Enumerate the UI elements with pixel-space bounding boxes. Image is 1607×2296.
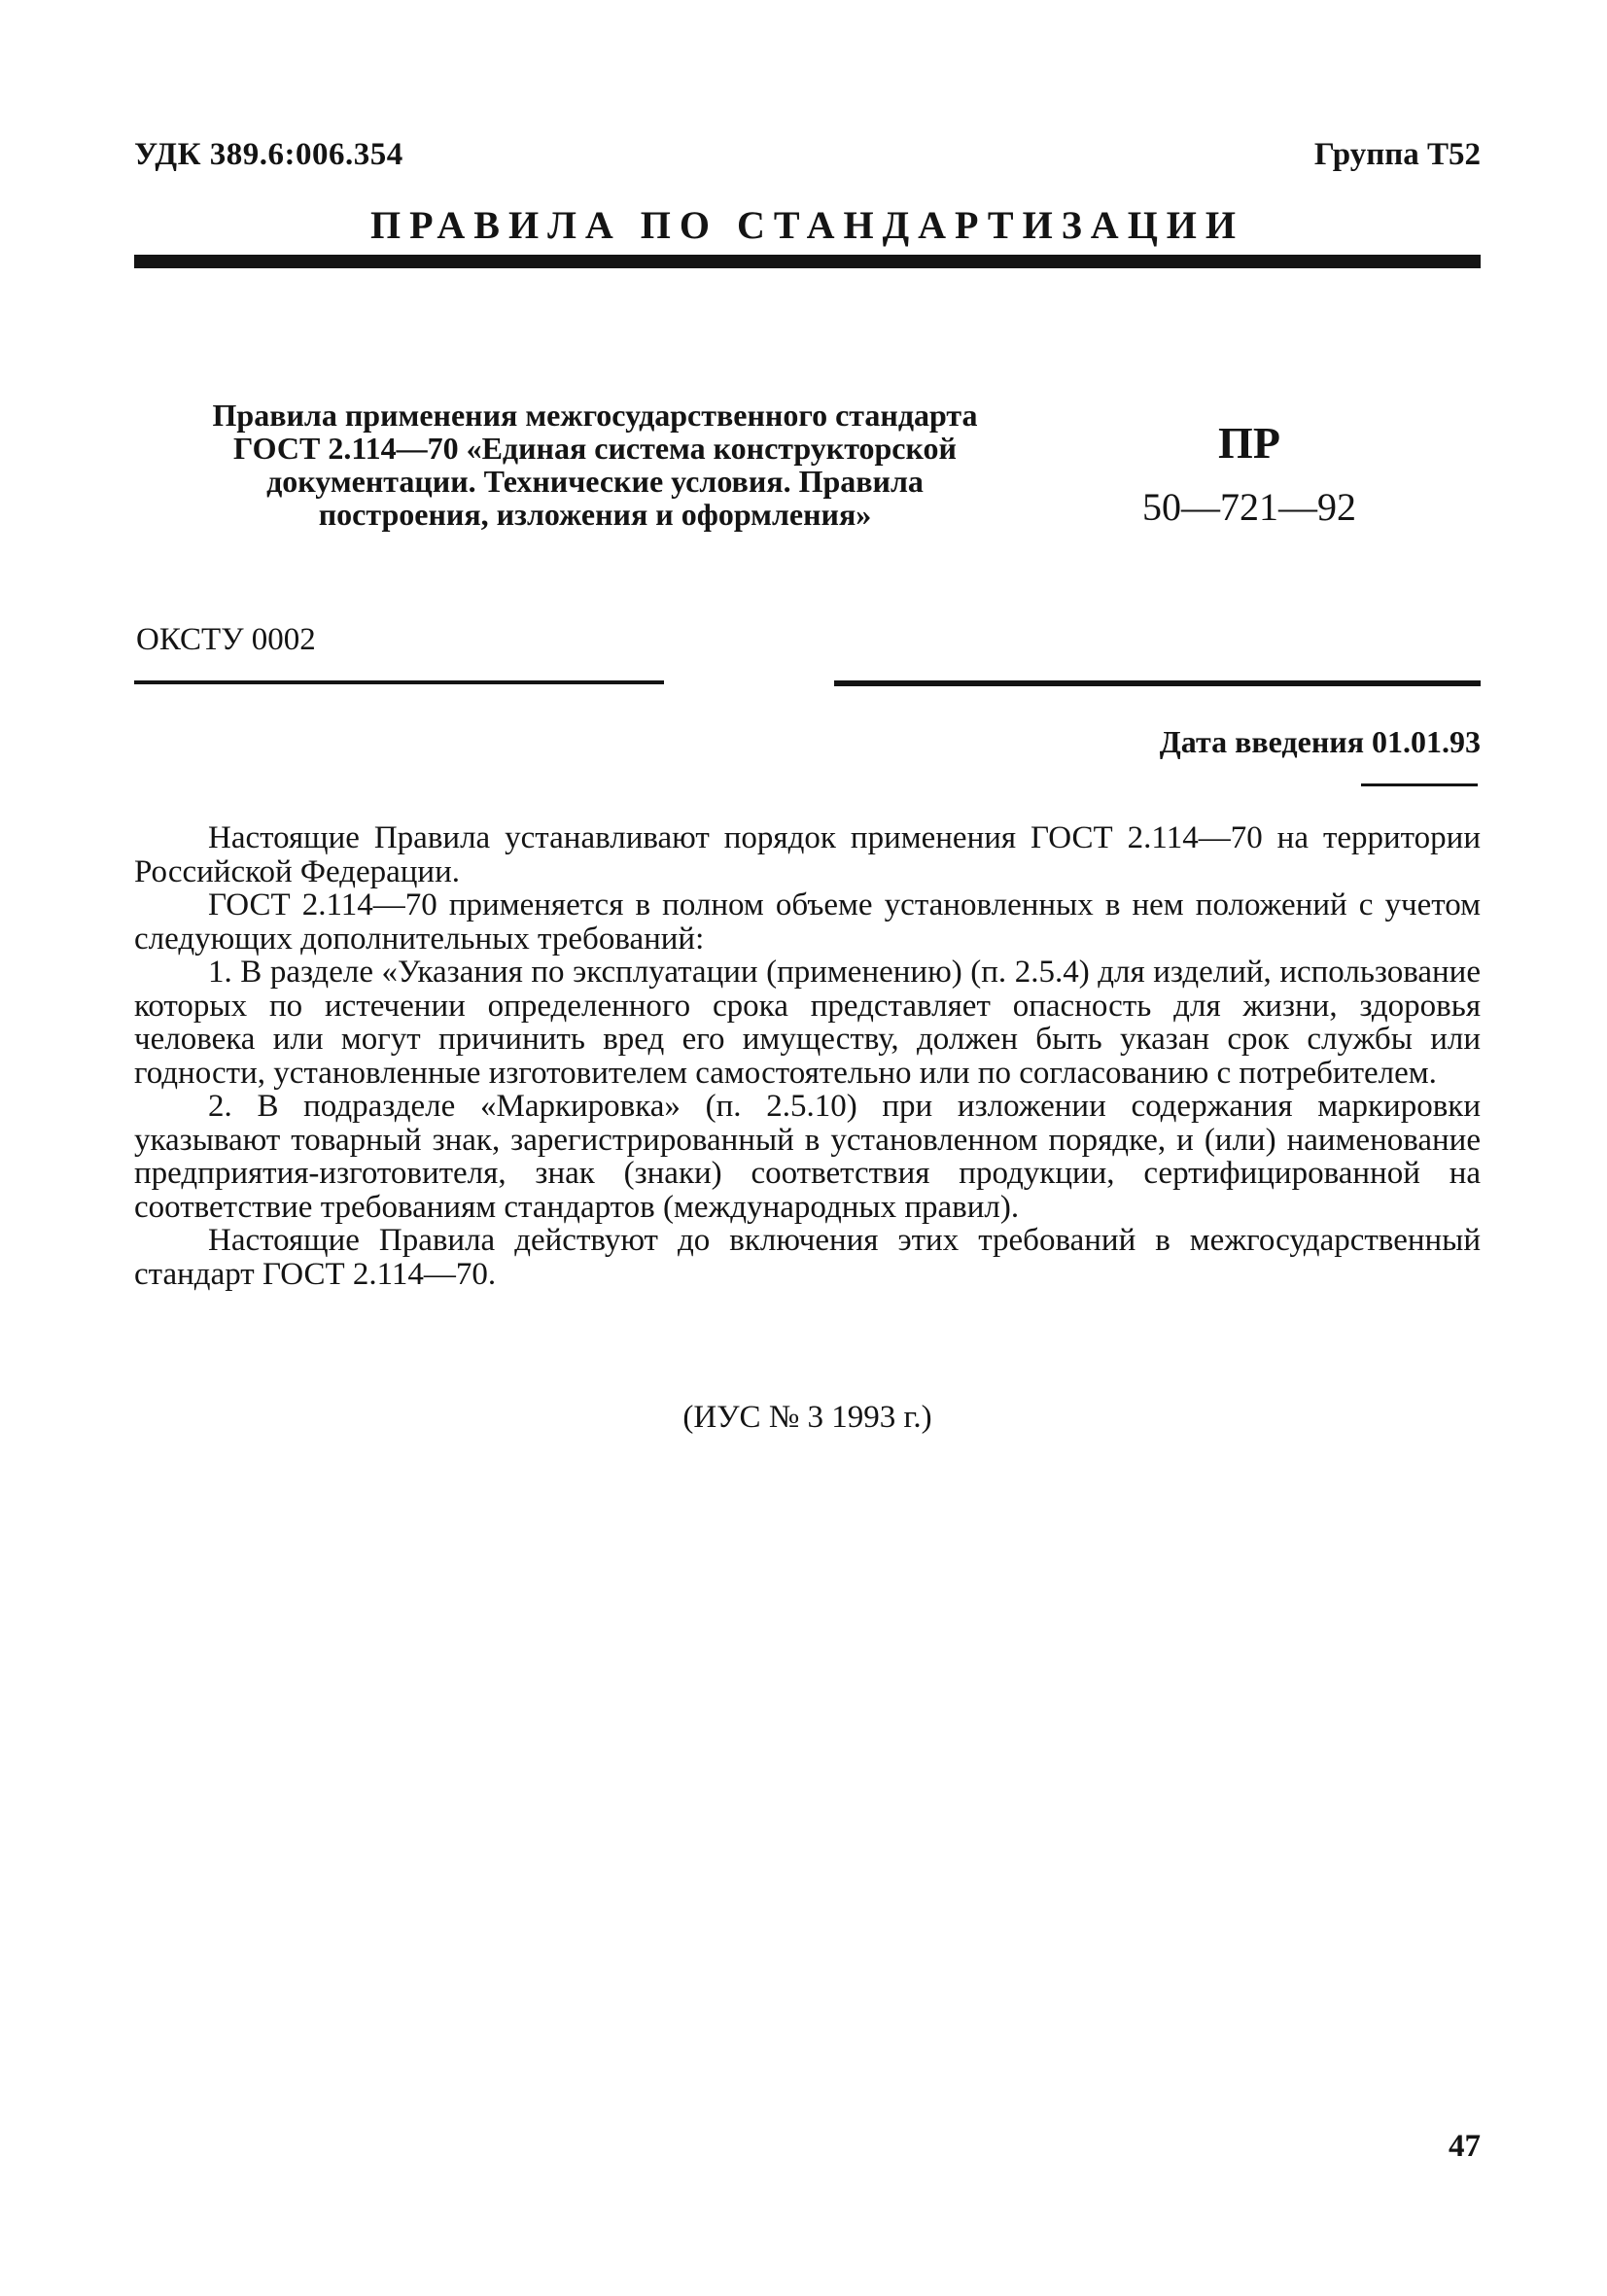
group-code: Группа Т52 — [1313, 137, 1481, 172]
date-underline — [1361, 783, 1478, 786]
page-number: 47 — [1449, 2129, 1481, 2164]
title-line: документации. Технические условия. Правила — [266, 464, 924, 499]
designation-prefix: ПР — [1218, 418, 1280, 468]
source-reference: (ИУС № 3 1993 г.) — [682, 1400, 932, 1435]
document-designation — [1099, 418, 1400, 533]
title-line: построения, изложения и оформления» — [318, 497, 872, 532]
paragraph-validity: Настоящие Правила действуют до включения этих требований в межгосударственный стандарт ГОСТ 2.114—70. — [134, 1223, 1481, 1292]
okstu-code: ОКСТУ 0002 — [136, 622, 316, 657]
effective-date: Дата введения 01.01.93 — [1159, 724, 1481, 759]
body-text — [134, 821, 1481, 1291]
paragraph-scope: ГОСТ 2.114—70 применяется в полном объеме установленных в нем положений с учетом следующих дополнительных требований: — [134, 887, 1481, 957]
designation-number: 50—721—92 — [1142, 485, 1356, 529]
divider-right — [834, 680, 1481, 686]
header-rule — [134, 255, 1481, 268]
paragraph-item-1: 1. В разделе «Указания по эксплуатации (применению) (п. 2.5.4) для изделий, использование которых по истечении определенного срока представляет опасность для жизни, здоровья человека или могут причинить вред его имуществу, должен быть указан срок службы или годности, установленные изготовителем самостоятельно или по согласованию с потребителем. — [134, 955, 1481, 1091]
document-title — [157, 399, 1032, 531]
title-line: ГОСТ 2.114—70 «Единая система конструкторской — [233, 431, 957, 466]
paragraph-item-2: 2. В подразделе «Маркировка» (п. 2.5.10) при изложении содержания маркировки указывают товарный знак, зарегистрированный в установленном порядке, и (или) наименование предприятия-изготовителя, знак (знаки) соответствия продукции, сертифицированной на соответствие требованиям стандартов (международных правил). — [134, 1089, 1481, 1225]
udk-code: УДК 389.6:006.354 — [134, 137, 403, 172]
divider-left — [134, 680, 664, 684]
paragraph-intro: Настоящие Правила устанавливают порядок применения ГОСТ 2.114—70 на территории Российской Федерации. — [134, 820, 1481, 889]
title-line: Правила применения межгосударственного стандарта — [212, 398, 978, 433]
rules-title: ПРАВИЛА ПО СТАНДАРТИЗАЦИИ — [369, 203, 1245, 247]
